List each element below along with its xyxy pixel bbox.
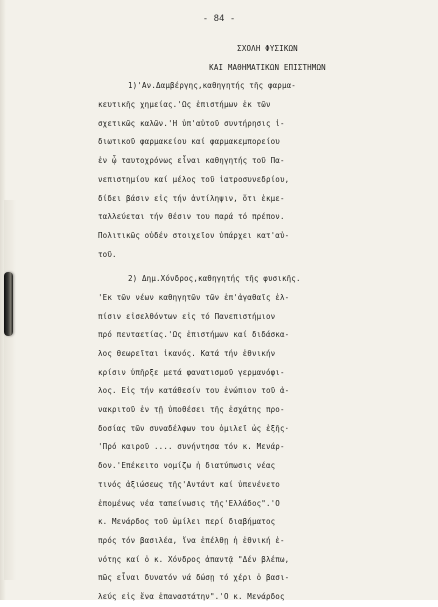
- paragraph-line: κευτικῆς χημείας.'Ως ἐπιστήμων ἐκ τῶν: [98, 100, 271, 110]
- paragraph-line: πῶς εἶναι δυνατόν νά δώσῃ τό χέρι ὁ βασι-: [98, 573, 290, 583]
- paragraph-line: τινός ἀξιώσεως τῆς'Αντάντ καί ὑπενένετο: [98, 479, 280, 489]
- paragraph-line: διωτικοῦ φαρμακείου καί φαρμακεμπορείου: [98, 137, 280, 147]
- paragraph-line: ταλλεύεται τήν θέσιν του παρά τό πρέπον.: [98, 212, 285, 222]
- paragraph-line: ἐπομένως νέα ταπείνωσις τῆς'Ελλάδος".'Ο: [98, 498, 280, 508]
- page-number: - 84 -: [202, 14, 236, 24]
- paragraph-line: 1)'Αν.Δαμβέργης,καθηγητής τῆς φαρμα-: [128, 81, 296, 91]
- paragraph-line: 2) Δημ.Χόνδρος,καθηγητής τῆς φυσικῆς.: [128, 274, 301, 284]
- paragraph-line: 'Εκ τῶν νέων καθηγητῶν τῶν ἐπ'ἀγαθαῖς ἐλ-: [98, 292, 290, 302]
- heading-line-2: ΚΑΙ ΜΑΘΗΜΑΤΙΚΩΝ ΕΠΙΣΤΗΜΩΝ: [209, 62, 326, 72]
- paragraph-line: κρίσιν ὑπῆρξε μετά φανατισμοῦ γερμανόφι-: [98, 367, 285, 377]
- paragraph-line: νότης καί ὁ κ. Χόνδρος ἀπαντᾷ "Δέν βλέπω,: [98, 554, 290, 564]
- paragraph-line: νεπιστημίου καί μέλος τοῦ ἰατροσυνεδρίου,: [98, 174, 290, 184]
- paragraph-line: δοσίας τῶν συναδέλφων του ὁμιλεῖ ὡς ἑξῆς·: [98, 423, 290, 433]
- paragraph-line: σχετικῶς καλῶν.'Η ὑπ'αὐτοῦ συντήρησις ἰ-: [98, 118, 285, 128]
- paragraph-line: πρός τόν βασιλέα, ἵνα ἐπέλθῃ ἡ ἐθνική ἑ-: [98, 535, 285, 545]
- paragraph-line: 'Πρό καιροῦ .... συνήντησα τόν κ. Μενάρ-: [98, 442, 285, 452]
- paragraph-line: δίδει βάσιν εἰς τήν ἀντίληψιν, ὅτι ἐκμε-: [98, 193, 285, 203]
- paragraph-line: κ. Μενάρδος τοῦ ὡμίλει περί διαβήματος: [98, 517, 276, 527]
- paragraph-line: νακριτοῦ ἐν τῇ ὑποθέσει τῆς ἐσχάτης προ-: [98, 405, 285, 415]
- paragraph-line: πίσιν εἰσελθόντων εἰς τό Πανεπιστήμιον: [98, 311, 276, 321]
- paragraph-line: λεύς εἰς ἕνα ἐπαναστάτην".'Ο κ. Μενάρδος: [98, 591, 285, 601]
- heading-line-1: ΣΧΟΛΗ ΦΥΣΙΚΩΝ: [237, 44, 298, 53]
- paragraph-line: λος θεωρεῖται ἱκανός. Κατά τήν ἐθνικήν: [98, 349, 276, 358]
- paragraph-line: τοῦ.: [98, 249, 117, 259]
- paragraph-line: ἐν ᾧ ταυτοχρόνως εἶναι καθηγητής τοῦ Πα-: [98, 156, 285, 166]
- binder-staple: [4, 272, 13, 336]
- paragraph-line: Πολιτικῶς οὐδέν στοιχεῖον ὑπάρχει κατ'αὐ-: [98, 230, 290, 240]
- paragraph-line: λος. Εἰς τήν κατάθεσίν του ἐνώπιον τοῦ ἀ-: [98, 386, 290, 396]
- paragraph-line: δον.'Επέκειτο νομίζω ἡ διατύπωσις νέας: [98, 461, 276, 471]
- paragraph-2: [98, 270, 423, 606]
- paragraph-line: πρό πενταετίας.'Ως ἐπιστήμων καί διδάσκα-: [98, 330, 290, 340]
- paragraph-1: [98, 77, 423, 264]
- document-body: [98, 40, 423, 607]
- binding-strip: [4, 200, 16, 580]
